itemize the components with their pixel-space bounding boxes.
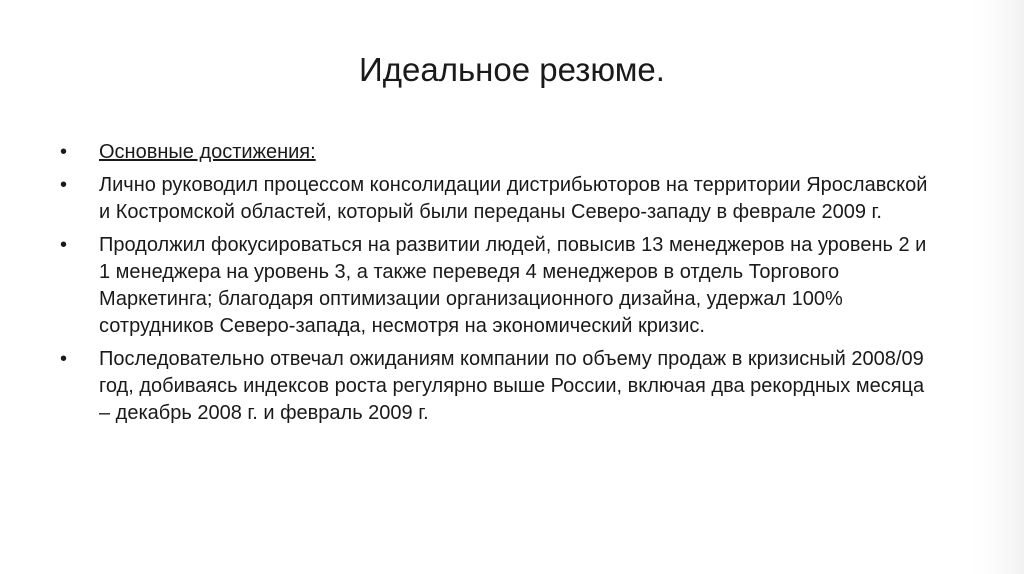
bullet-item-people-development (60, 232, 940, 340)
bullet-list (60, 139, 940, 433)
bullet-icon: • (60, 174, 68, 196)
bullet-item-distributors (60, 172, 940, 226)
bullet-text: Последовательно отвечал ожиданиям компании по объему продаж в кризисный 2008/09 год, добиваясь индексов роста регулярно выше России, включая два рекордных месяца – декабрь 2008 г. и февраль 2009 г. (99, 348, 925, 424)
bullet-text: Лично руководил процессом консолидации дистрибьюторов на территории Ярославской и Костромской областей, который были переданы Северо-западу в феврале 2009 г. (99, 174, 928, 223)
achievements-heading: Основные достижения: (99, 141, 316, 163)
bullet-icon: • (60, 348, 68, 370)
bullet-icon: • (60, 234, 68, 256)
bullet-text: Продолжил фокусироваться на развитии людей, повысив 13 менеджеров на уровень 2 и 1 менеджера на уровень 3, а также переведя 4 менеджеров в отдель Торгового Маркетинга; благодаря оптимизации организационного дизайна, удержал 100% сотрудников Северо-запада, несмотря на экономический кризис. (99, 234, 927, 337)
bullet-item-heading (60, 139, 940, 166)
bullet-icon: • (60, 141, 68, 163)
slide-title: Идеальное резюме. (359, 51, 665, 88)
bullet-item-sales (60, 346, 940, 427)
